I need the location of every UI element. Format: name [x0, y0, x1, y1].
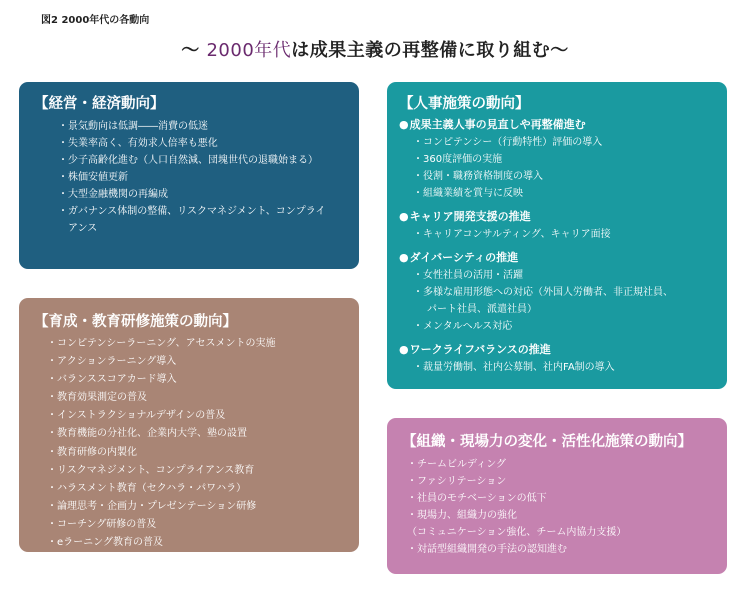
hr-group-title: ● 成果主義人事の見直しや再整備進む — [399, 116, 713, 134]
list-item: ・ 失業率高く、有効求人倍率も悪化 — [58, 135, 341, 152]
list-item: ・ 教育機能の分社化、企業内大学、塾の設置 — [47, 425, 345, 443]
list-item: ・ アクションラーニング導入 — [47, 353, 345, 371]
list-item: ・ 教育効果測定の普及 — [47, 389, 345, 407]
list-item-continuation: （コミュニケーション強化、チーム内協力支援） — [407, 527, 627, 538]
hr-group-diversity — [399, 249, 713, 335]
list-item: ・ 少子高齢化進む（人口自然減、団塊世代の退職始まる） — [58, 152, 341, 169]
list-item: ・ インストラクショナルデザインの普及 — [47, 407, 345, 425]
list-item: ・ eラーニング教育の普及 — [47, 534, 345, 552]
list-item: ・ 役割・職務資格制度の導入 — [413, 168, 713, 185]
title-main: は成果主義の再整備に取り組む～ — [291, 40, 569, 61]
list-item: ・ 教育研修の内製化 — [47, 444, 345, 462]
list-item: ・ チームビルディング — [407, 456, 713, 473]
list-item: ・ 大型金融機関の再編成 — [58, 186, 341, 203]
hr-group-title: ● キャリア開発支援の推進 — [399, 208, 713, 226]
org-heading: 【組織・現場力の変化・活性化施策の動向】 — [402, 434, 692, 450]
list-item: ・ ガバナンス体制の整備、リスクマネジメント、コンプライ — [58, 203, 341, 220]
economy-list — [34, 118, 341, 237]
title-prefix: ～ — [181, 40, 207, 61]
hr-group-performance — [399, 116, 713, 202]
hr-group-worklife — [399, 341, 713, 376]
training-policy-box — [19, 298, 359, 552]
list-item: ・ 裁量労働制、社内公募制、社内FA制の導入 — [413, 359, 713, 376]
economy-trends-box — [19, 82, 359, 269]
list-item: ・ 論理思考・企画力・プレゼンテーション研修 — [47, 498, 345, 516]
main-title — [0, 36, 750, 62]
list-item: ・ リスクマネジメント、コンプライアンス教育 — [47, 462, 345, 480]
list-item: ・ 360度評価の実施 — [413, 151, 713, 168]
list-item: ・ 組織業績を賞与に反映 — [413, 185, 713, 202]
organization-policy-box — [387, 418, 727, 574]
list-item: ・ メンタルヘルス対応 — [413, 318, 713, 335]
list-item-continuation: アンス — [68, 223, 98, 234]
list-item: ・ コンピテンシーラーニング、アセスメントの実施 — [47, 335, 345, 353]
org-list — [402, 456, 713, 558]
hr-heading: 【人事施策の動向】 — [399, 96, 530, 112]
list-item: ・ コンピテンシー（行動特性）評価の導入 — [413, 134, 713, 151]
hr-policy-box — [387, 82, 727, 389]
list-item: ・ ファシリテーション — [407, 473, 713, 490]
hr-group-career — [399, 208, 713, 243]
economy-heading: 【経営・経済動向】 — [34, 96, 165, 112]
list-item-continuation: パート社員、派遣社員） — [427, 304, 537, 315]
list-item: ・ 対話型組織開発の手法の認知進む — [407, 541, 713, 558]
list-item: ・ 社員のモチベーションの低下 — [407, 490, 713, 507]
list-item: ・ 株価安値更新 — [58, 169, 341, 186]
list-item: ・ コーチング研修の普及 — [47, 516, 345, 534]
hr-group-title: ● ダイバーシティの推進 — [399, 249, 713, 267]
training-list — [34, 335, 345, 552]
list-item: ・ ハラスメント教育（セクハラ・パワハラ） — [47, 480, 345, 498]
title-accent: 2000年代 — [206, 40, 292, 61]
figure-label: 図2 2000年代の各動向 — [41, 15, 150, 26]
list-item: ・ 多様な雇用形態への対応（外国人労働者、非正規社員、 — [413, 284, 713, 301]
list-item: ・ バランススコアカード導入 — [47, 371, 345, 389]
list-item: ・ 女性社員の活用・活躍 — [413, 267, 713, 284]
list-item: ・ 現場力、組織力の強化 — [407, 507, 713, 524]
list-item: ・ キャリアコンサルティング、キャリア面接 — [413, 226, 713, 243]
training-heading: 【育成・教育研修施策の動向】 — [34, 314, 237, 330]
list-item: ・ 景気動向は低調――消費の低迷 — [58, 118, 341, 135]
hr-group-title: ● ワークライフバランスの推進 — [399, 341, 713, 359]
